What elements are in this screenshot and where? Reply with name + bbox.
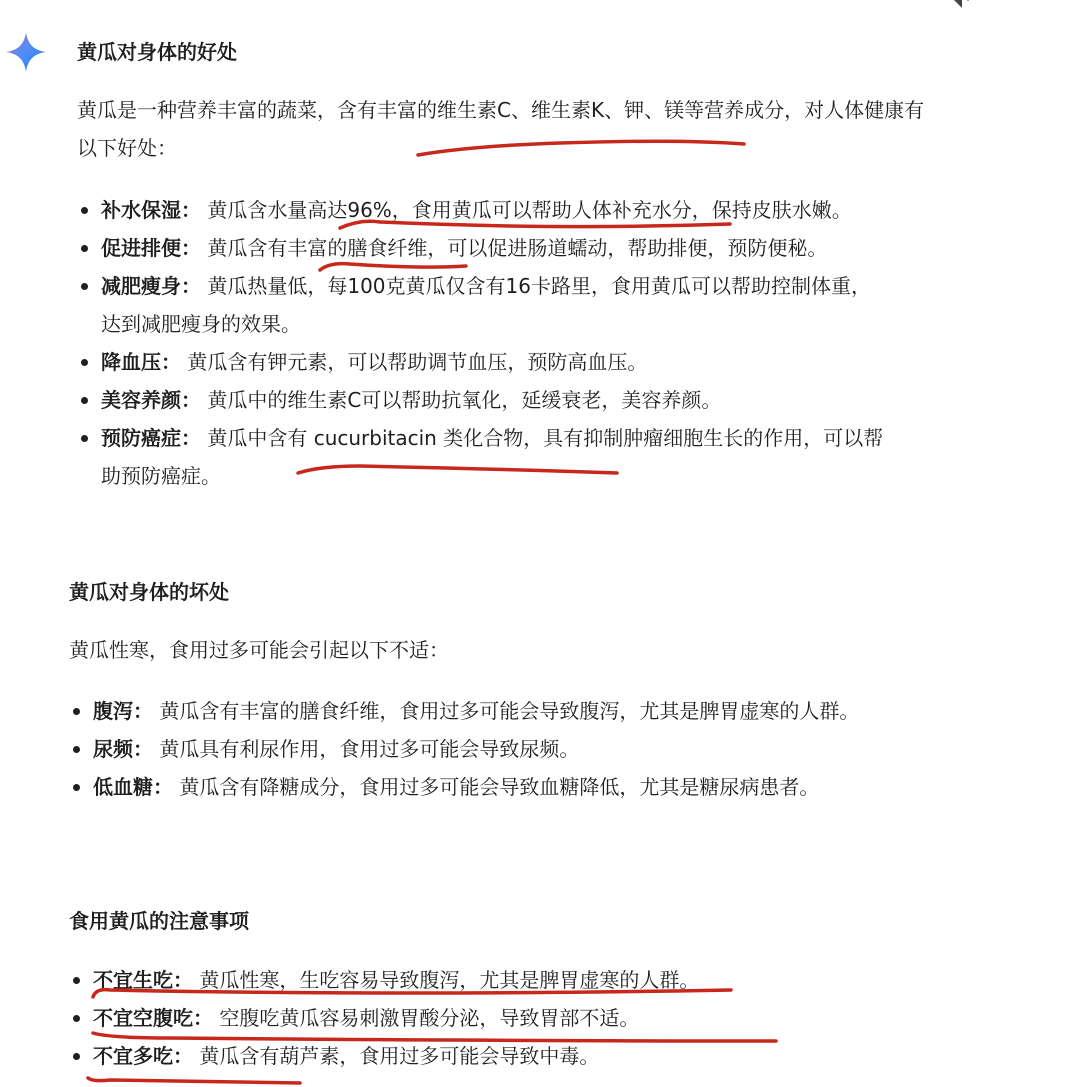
- list-item: [77, 381, 889, 419]
- item-text: 黄瓜性寒，生吃容易导致腹泻，尤其是脾胃虚寒的人群。: [199, 968, 700, 992]
- harms-intro: 黄瓜性寒，食用过多可能会引起以下不适：: [69, 638, 449, 662]
- item-text: 黄瓜热量低，每100克黄瓜仅含有16卡路里，食用黄瓜可以帮助控制体重，达到减肥瘦身的效果。: [101, 274, 871, 336]
- item-term: 补水保湿：: [101, 198, 201, 222]
- item-term: 预防癌症：: [101, 426, 201, 450]
- item-text: 黄瓜含有钾元素，可以帮助调节血压，预防高血压。: [187, 350, 648, 374]
- item-term: 不宜空腹吃：: [93, 1006, 213, 1030]
- benefits-list: [77, 191, 889, 495]
- benefits-title: 黄瓜对身体的好处: [77, 40, 237, 64]
- item-term: 美容养颜：: [101, 388, 201, 412]
- list-item: [69, 768, 889, 806]
- harms-list: [69, 692, 889, 806]
- item-text: 黄瓜含有降糖成分，食用过多可能会导致血糖降低，尤其是糖尿病患者。: [179, 775, 820, 799]
- item-text: 空腹吃黄瓜容易刺激胃酸分泌，导致胃部不适。: [219, 1006, 640, 1030]
- item-term: 不宜生吃：: [93, 968, 193, 992]
- speaker-icon[interactable]: [944, 0, 978, 12]
- item-text: 黄瓜中的维生素C可以帮助抗氧化，延缓衰老，美容养颜。: [207, 388, 722, 412]
- item-text: 黄瓜含有丰富的膳食纤维，可以促进肠道蠕动，帮助排便，预防便秘。: [207, 236, 828, 260]
- list-item: [77, 419, 889, 495]
- annotation-underline: [88, 1078, 300, 1083]
- item-term: 低血糖：: [93, 775, 173, 799]
- list-item: [69, 692, 889, 730]
- item-text: 黄瓜含水量高达96%，食用黄瓜可以帮助人体补充水分，保持皮肤水嫩。: [207, 198, 852, 222]
- item-term: 腹泻：: [93, 699, 153, 723]
- list-item: [69, 961, 989, 999]
- list-item: [69, 730, 889, 768]
- list-item: [69, 999, 989, 1037]
- benefits-intro: 黄瓜是一种营养丰富的蔬菜，含有丰富的维生素C、维生素K、钾、镁等营养成分，对人体健康有以下好处：: [77, 98, 925, 160]
- item-term: 减肥瘦身：: [101, 274, 201, 298]
- item-term: 促进排便：: [101, 236, 201, 260]
- list-item: [77, 343, 889, 381]
- item-text: 黄瓜含有葫芦素，食用过多可能会导致中毒。: [199, 1044, 600, 1068]
- item-term: 不宜多吃：: [93, 1044, 193, 1068]
- item-term: 尿频：: [93, 737, 153, 761]
- list-item: [69, 1037, 989, 1075]
- list-item: [77, 229, 889, 267]
- item-text: 黄瓜中含有 cucurbitacin 类化合物，具有抑制肿瘤细胞生长的作用，可以帮助预防癌症。: [101, 426, 884, 488]
- precautions-list: [69, 961, 989, 1075]
- list-item: [77, 191, 889, 229]
- item-term: 降血压：: [101, 350, 181, 374]
- gemini-sparkle-icon: [4, 30, 48, 74]
- precautions-title: 食用黄瓜的注意事项: [69, 909, 249, 933]
- list-item: [77, 267, 889, 343]
- item-text: 黄瓜具有利尿作用，食用过多可能会导致尿频。: [159, 737, 580, 761]
- harms-title: 黄瓜对身体的坏处: [69, 580, 229, 604]
- item-text: 黄瓜含有丰富的膳食纤维，食用过多可能会导致腹泻，尤其是脾胃虚寒的人群。: [159, 699, 860, 723]
